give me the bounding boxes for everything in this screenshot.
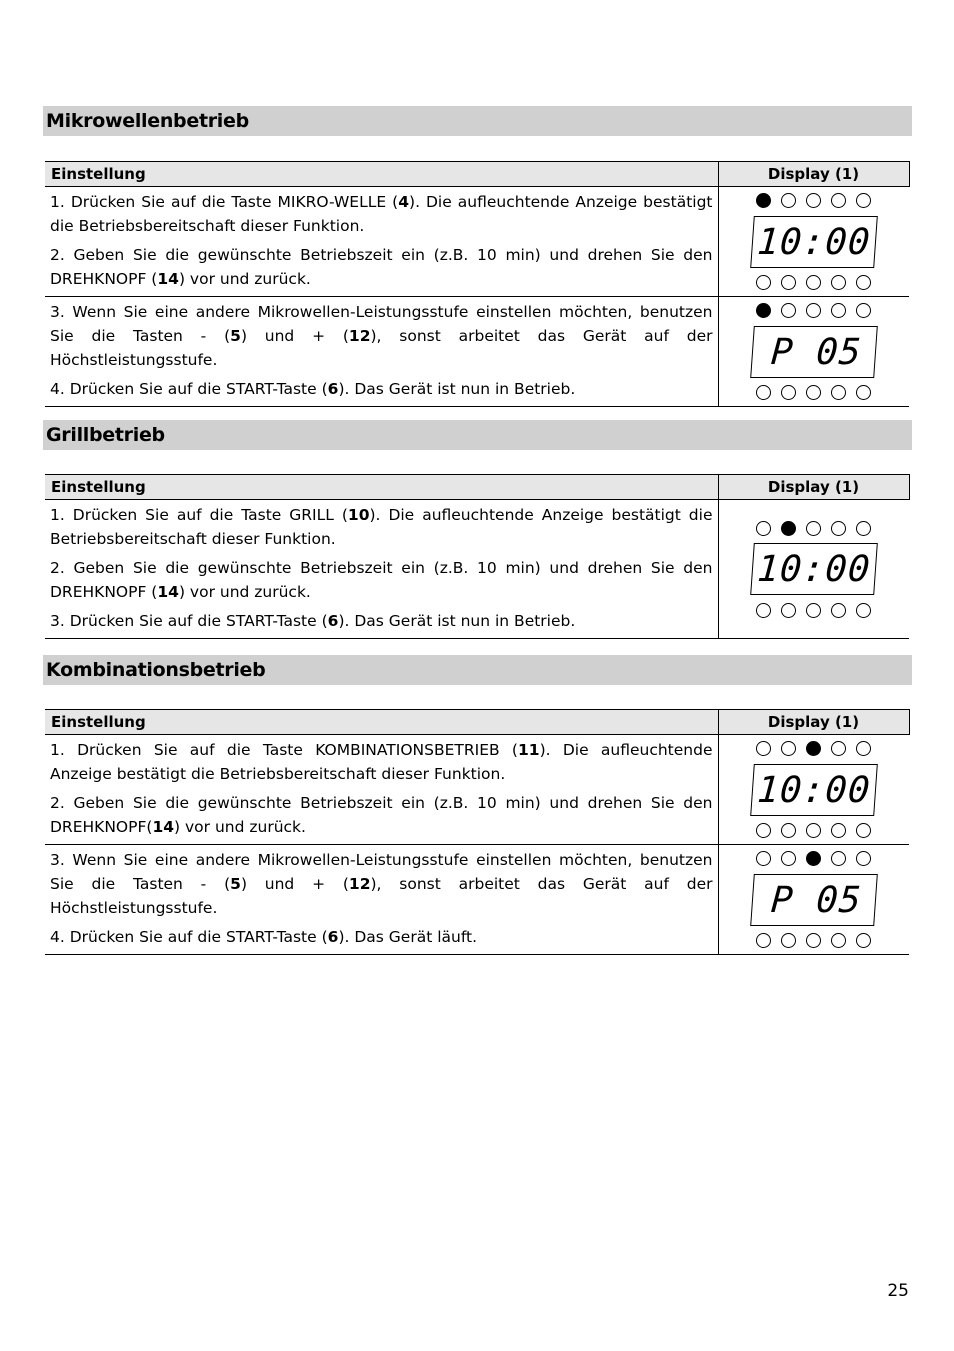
step-text: Wenn Sie eine andere Mikrowellen-Leistungsstufe einstellen möchten, benutzen Sie die Tasten - ( (50, 851, 713, 893)
column-header-display: Display (1) (718, 710, 909, 735)
indicator-light-off (856, 933, 871, 948)
indicator-light-off (756, 275, 771, 290)
step-number: 1. (50, 193, 65, 211)
indicator-light-off (781, 385, 796, 400)
indicator-light-on (806, 741, 821, 756)
indicator-lights-bottom (756, 822, 871, 840)
indicator-lights-top (756, 850, 871, 868)
step-text: ) und + ( (240, 875, 349, 893)
reference-number: 12 (348, 875, 371, 893)
instruction-step (50, 243, 713, 291)
instruction-step (50, 791, 713, 839)
instruction-step (50, 609, 713, 633)
table-row (45, 297, 909, 407)
indicator-light-off (856, 193, 871, 208)
indicator-light-on (806, 851, 821, 866)
indicator-lights-top (756, 740, 871, 758)
indicator-light-off (756, 385, 771, 400)
indicator-light-on (781, 521, 796, 536)
table-row (45, 735, 909, 845)
step-number: 4. (50, 928, 65, 946)
table-header-row (45, 475, 909, 500)
display-cell (718, 735, 909, 845)
step-text: Drücken Sie auf die START-Taste ( (69, 928, 328, 946)
indicator-light-off (856, 741, 871, 756)
indicator-light-off (756, 521, 771, 536)
indicator-light-off (781, 193, 796, 208)
indicator-light-off (831, 521, 846, 536)
step-text: ). Die aufleuchtende Anzeige bestätigt die Betriebsbereitschaft dieser Funktion. (50, 506, 713, 548)
step-text: Drücken Sie auf die START-Taste ( (69, 380, 328, 398)
instruction-step (50, 925, 713, 949)
instruction-step (50, 556, 713, 604)
indicator-light-off (756, 741, 771, 756)
settings-table (45, 709, 910, 955)
page-number: 25 (887, 1281, 909, 1301)
step-text: Drücken Sie auf die Taste MIKRO-WELLE ( (70, 193, 399, 211)
indicator-lights-top (756, 302, 871, 320)
step-number: 1. (50, 506, 65, 524)
display-cell (718, 187, 909, 297)
indicator-light-off (856, 275, 871, 290)
step-text: ). Das Gerät läuft. (338, 928, 478, 946)
indicator-light-off (806, 303, 821, 318)
reference-number: 5 (230, 875, 241, 893)
step-number: 2. (50, 246, 65, 264)
lcd-readout: P 05 (750, 874, 878, 926)
indicator-light-off (806, 521, 821, 536)
step-text: Geben Sie die gewünschte Betriebszeit ein (z.B. 10 min) und drehen Sie den DREHKNOPF ( (50, 246, 713, 288)
step-number: 2. (50, 559, 65, 577)
step-text: ), sonst arbeitet das Gerät auf der Höchstleistungsstufe. (50, 327, 713, 369)
step-text: ) vor und zurück. (178, 270, 311, 288)
table-header-row (45, 710, 909, 735)
column-header-setting: Einstellung (45, 475, 718, 500)
step-number: 1. (50, 741, 65, 759)
step-number: 3. (50, 303, 65, 321)
reference-number: 6 (327, 380, 339, 398)
reference-number: 12 (348, 327, 371, 345)
indicator-light-off (756, 851, 771, 866)
table-row (45, 187, 909, 297)
indicator-light-off (856, 823, 871, 838)
reference-number: 14 (157, 270, 179, 288)
section-title: Grillbetrieb (43, 420, 912, 450)
indicator-light-off (756, 933, 771, 948)
indicator-light-off (831, 823, 846, 838)
instruction-cell (45, 297, 718, 407)
indicator-light-off (781, 303, 796, 318)
lcd-readout: 10:00 (750, 216, 878, 268)
indicator-light-off (781, 275, 796, 290)
step-text: ) vor und zurück. (178, 583, 311, 601)
lcd-readout: 10:00 (750, 764, 878, 816)
column-header-setting: Einstellung (45, 710, 718, 735)
indicator-light-off (831, 741, 846, 756)
column-header-setting: Einstellung (45, 162, 718, 187)
table-row (45, 500, 909, 639)
table-header-row (45, 162, 909, 187)
indicator-light-off (806, 385, 821, 400)
instruction-step (50, 848, 713, 920)
indicator-light-off (756, 603, 771, 618)
oven-display (719, 187, 910, 296)
indicator-lights-bottom (756, 274, 871, 292)
display-cell (718, 297, 909, 407)
step-number: 4. (50, 380, 65, 398)
oven-display (719, 845, 910, 954)
indicator-light-off (781, 823, 796, 838)
reference-number: 14 (157, 583, 179, 601)
step-text: Drücken Sie auf die Taste KOMBINATIONSBETRIEB ( (77, 741, 518, 759)
indicator-light-off (806, 933, 821, 948)
indicator-light-off (856, 385, 871, 400)
step-text: ). Das Gerät ist nun in Betrieb. (338, 380, 576, 398)
indicator-lights-top (756, 519, 871, 537)
step-text: ) und + ( (240, 327, 349, 345)
indicator-light-off (831, 385, 846, 400)
oven-display (719, 500, 910, 638)
reference-number: 11 (517, 741, 540, 759)
step-number: 3. (50, 851, 65, 869)
display-cell (718, 845, 909, 955)
indicator-light-off (856, 303, 871, 318)
indicator-light-off (781, 603, 796, 618)
oven-display (719, 735, 910, 844)
lcd-readout: 10:00 (750, 543, 878, 595)
indicator-lights-top (756, 192, 871, 210)
section-title: Kombinationsbetrieb (43, 655, 912, 685)
reference-number: 5 (230, 327, 241, 345)
step-text: ). Das Gerät ist nun in Betrieb. (338, 612, 576, 630)
section-title: Mikrowellenbetrieb (43, 106, 912, 136)
oven-display (719, 297, 910, 406)
step-text: ). Die aufleuchtende Anzeige bestätigt die Betriebsbereitschaft dieser Funktion. (50, 741, 713, 783)
instruction-step (50, 377, 713, 401)
step-text: Geben Sie die gewünschte Betriebszeit ein (z.B. 10 min) und drehen Sie den DREHKNOPF( (50, 794, 713, 836)
indicator-light-off (781, 741, 796, 756)
reference-number: 4 (398, 193, 410, 211)
indicator-lights-bottom (756, 384, 871, 402)
reference-number: 6 (327, 928, 339, 946)
reference-number: 14 (152, 818, 175, 836)
step-text: Drücken Sie auf die Taste GRILL ( (72, 506, 348, 524)
reference-number: 10 (347, 506, 370, 524)
settings-table (45, 474, 910, 639)
indicator-lights-bottom (756, 601, 871, 619)
indicator-light-off (806, 603, 821, 618)
indicator-light-off (831, 303, 846, 318)
indicator-light-off (806, 823, 821, 838)
indicator-light-off (831, 193, 846, 208)
column-header-display: Display (1) (718, 162, 909, 187)
instruction-cell (45, 735, 718, 845)
instruction-step (50, 300, 713, 372)
step-text: Wenn Sie eine andere Mikrowellen-Leistungsstufe einstellen möchten, benutzen Sie die Tasten - ( (50, 303, 713, 345)
indicator-light-off (831, 603, 846, 618)
step-text: ), sonst arbeitet das Gerät auf der Höchstleistungsstufe. (50, 875, 713, 917)
indicator-light-off (806, 275, 821, 290)
instruction-step (50, 190, 713, 238)
settings-table (45, 161, 910, 407)
step-text: ). Die aufleuchtende Anzeige bestätigt die Betriebsbereitschaft dieser Funktion. (50, 193, 713, 235)
indicator-light-off (831, 275, 846, 290)
step-number: 3. (50, 612, 65, 630)
step-text: ) vor und zurück. (174, 818, 306, 836)
indicator-light-off (756, 823, 771, 838)
step-number: 2. (50, 794, 65, 812)
instruction-step (50, 738, 713, 786)
instruction-cell (45, 187, 718, 297)
indicator-light-off (781, 933, 796, 948)
table-row (45, 845, 909, 955)
indicator-light-off (781, 851, 796, 866)
instruction-cell (45, 500, 718, 639)
indicator-lights-bottom (756, 932, 871, 950)
step-text: Drücken Sie auf die START-Taste ( (69, 612, 328, 630)
indicator-light-off (831, 933, 846, 948)
indicator-light-off (856, 851, 871, 866)
indicator-light-off (856, 521, 871, 536)
indicator-light-off (831, 851, 846, 866)
column-header-display: Display (1) (718, 475, 909, 500)
reference-number: 6 (327, 612, 339, 630)
indicator-light-off (856, 603, 871, 618)
indicator-light-on (756, 193, 771, 208)
lcd-readout: P 05 (750, 326, 878, 378)
instruction-step (50, 503, 713, 551)
indicator-light-on (756, 303, 771, 318)
instruction-cell (45, 845, 718, 955)
step-text: Geben Sie die gewünschte Betriebszeit ein (z.B. 10 min) und drehen Sie den DREHKNOPF ( (50, 559, 713, 601)
indicator-light-off (806, 193, 821, 208)
display-cell (718, 500, 909, 639)
